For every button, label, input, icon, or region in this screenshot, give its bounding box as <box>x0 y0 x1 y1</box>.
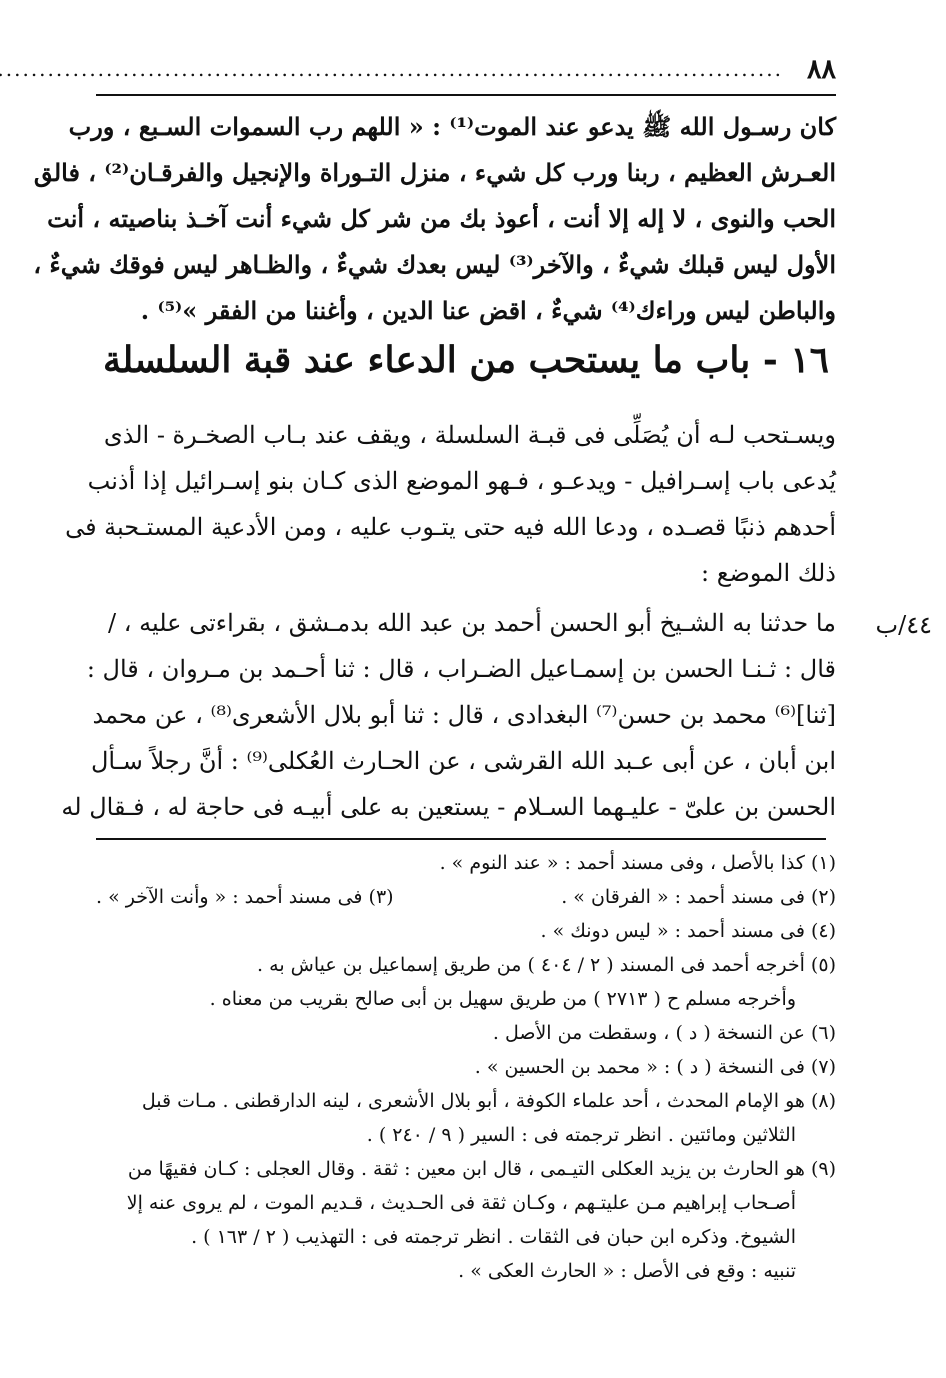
text-line: العـرش العظيم ، ربنا ورب كل شيء ، منزل التـوراة والإنجيل والفرقـان⁽²⁾ ، فالق <box>33 158 836 187</box>
folio-margin-note: ٤٤/ب <box>875 611 932 639</box>
text-line: الحسن بن علىّ - عليـهما السـلام - يستعين به على أبيـه فى حاجة له ، فـقال له <box>61 793 836 821</box>
text-line: الأول ليس قبلك شيءٌ ، والآخر⁽³⁾ ليس بعدك شيءٌ ، والظـاهر ليس فوقك شيءٌ ، <box>33 250 836 279</box>
text-line: ذلك الموضع : <box>701 559 836 587</box>
footnote-rule <box>96 838 826 840</box>
text-line: ما حدثنا به الشـيخ أبو الحسن أحمد بن عبد الله بدمـشق ، بقراءتى عليه ، / <box>108 609 836 637</box>
text-line: ابن أبان ، عن أبى عـبد الله القرشى ، عن الحـارث العُكلى⁽⁹⁾ : أنَّ رجلاً سـأل <box>90 747 836 775</box>
running-header <box>96 50 836 88</box>
footnote-row-2-3 <box>96 880 836 914</box>
footnotes <box>96 846 836 1288</box>
text-line: الحب والنوى ، لا إله إلا أنت ، أعوذ بك من شر كل شيء أنت آخـذ بناصيته ، أنت <box>47 204 836 233</box>
footnote-2: (٢) فى مسند أحمد : « الفرقان » . <box>561 886 836 908</box>
hadith-paragraph <box>33 104 836 334</box>
footnote-5: (٥) أخرجه أحمد فى المسند ( ٢ / ٤٠٤ ) من طريق إسماعيل بن عياش به . <box>257 954 836 976</box>
footnote-5-continued: وأخرجه مسلم ح ( ٢٧١٣ ) من طريق سهيل بن أبى صالح بقريب من معناه . <box>209 988 796 1010</box>
footnote-8-continued: الثلاثين ومائتين . انظر ترجمته فى : السير ( ٩ / ٢٤٠ ) . <box>366 1124 796 1146</box>
footnote-9-continued: أصـحاب إبراهيم مـن عليتـهم ، وكـان ثقة فى الحـديث ، قـديم الموت ، لم يروى عنه إلا <box>126 1192 796 1214</box>
text-line: قال : ثـنـا الحسن بن إسمـاعيل الضـراب ، قال : ثنا أحـمد بن مـروان ، قال : <box>86 655 836 683</box>
footnote-3: (٣) فى مسند أحمد : « وأنت الآخر » . <box>96 886 394 908</box>
isnad-paragraph <box>61 600 836 830</box>
footnote-9: (٩) هو الحارث بن يزيد العكلى التيـمى ، قال ابن معين : ثقة . وقال العجلى : كـان فقيهًا من <box>127 1158 836 1180</box>
header-rule <box>96 94 836 96</box>
footnote-8: (٨) هو الإمام المحدث ، أحد علماء الكوفة ، أبو بلال الأشعرى ، لينه الدارقطنى . مـات قبل <box>141 1090 836 1112</box>
footnote-1: (١) كذا بالأصل ، وفى مسند أحمد : « عند النوم » . <box>439 852 836 874</box>
header-leader-dots <box>0 57 783 81</box>
section-heading: ١٦ - باب ما يستحب من الدعاء عند قبة السلسلة <box>102 339 829 381</box>
page-number: ٨٨ <box>806 53 836 85</box>
footnote-9-continued: الشيوخ. وذكره ابن حبان فى الثقات . انظر ترجمته فى : التهذيب ( ٢ / ١٦٣ ) . <box>191 1226 796 1248</box>
section-intro-paragraph <box>65 412 836 596</box>
text-line: ويسـتحب لـه أن يُصَلِّى فى قبـة السلسلة ، ويقف عند بـاب الصخـرة - الذى <box>103 421 836 449</box>
text-line: يُدعى باب إسـرافيل - ويدعـو ، فـهو الموضع الذى كـان بنو إسـرائيل إذا أذنب <box>87 467 836 495</box>
text-line: أحدهم ذنبًا قصـده ، ودعا الله فيه حتى يتـوب عليه ، ومن الأدعية المستـحبة فى <box>65 513 836 541</box>
text-line: والباطن ليس وراءك⁽⁴⁾ شيءٌ ، اقض عنا الدين ، وأغننا من الفقر »⁽⁵⁾ . <box>140 296 836 325</box>
footnote-9-note: تنبيه : وقع فى الأصل : « الحارث العكى » . <box>458 1260 796 1282</box>
footnote-4: (٤) فى مسند أحمد : « ليس دونك » . <box>540 920 836 942</box>
text-line: كان رسـول الله ﷺ يدعو عند الموت⁽¹⁾ : « اللهم رب السموات السـبع ، ورب <box>68 112 836 141</box>
text-line: [ثنا]⁽⁶⁾ محمد بن حسن⁽⁷⁾ البغدادى ، قال : ثنا أبو بلال الأشعرى⁽⁸⁾ ، عن محمد <box>92 701 836 729</box>
footnote-6: (٦) عن النسخة ( د ) ، وسقطت من الأصل . <box>492 1022 836 1044</box>
footnote-7: (٧) فى النسخة ( د ) : « محمد بن الحسين » . <box>474 1056 836 1078</box>
